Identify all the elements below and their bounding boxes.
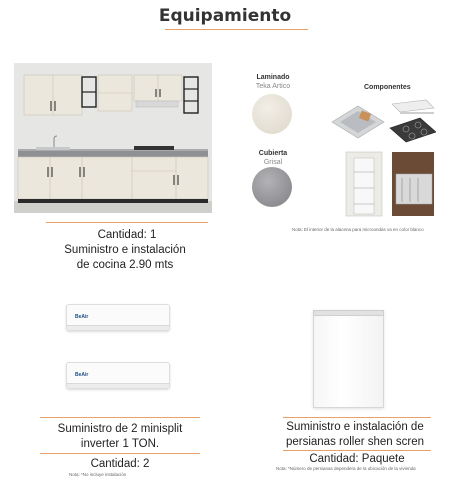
minisplit-brand-2: BeAir: [75, 372, 89, 378]
minisplit-vent-1: [67, 325, 169, 330]
roller-blind-tube: [313, 310, 384, 316]
blinds-description: [262, 420, 448, 450]
cubierta-swatch: [252, 167, 292, 207]
minisplit-description: [22, 422, 218, 452]
components-images: [330, 92, 436, 218]
laminado-name: Teka Artico: [255, 83, 291, 90]
laminado-swatch: [252, 94, 292, 134]
cubierta-name: Grisal: [263, 159, 283, 166]
drawer-organizer-icon: [392, 152, 434, 216]
page-title: Equipamiento: [158, 6, 292, 26]
minisplit-vent-2: [67, 383, 169, 388]
kitchen-image: [14, 63, 212, 213]
minisplit-divider-bottom: [40, 453, 200, 454]
kitchen-description-line2: de cocina 2.90 mts: [76, 259, 174, 271]
kitchen-quantity: Cantidad: 1: [97, 229, 157, 241]
range-hood-icon: [392, 100, 434, 114]
kitchen-divider: [46, 222, 208, 223]
blinds-description-line1: Suministro e instalación de: [286, 421, 424, 433]
minisplit-unit-1: [66, 304, 170, 331]
title-underline: [165, 29, 308, 30]
laminado-label: [240, 73, 306, 91]
blinds-divider-bottom: [283, 450, 431, 451]
laminado-title: Laminado: [256, 74, 290, 81]
sink-icon: [332, 106, 384, 138]
minisplit-unit-2: [66, 362, 170, 389]
cubierta-title: Cubierta: [258, 150, 288, 157]
cooktop-icon: [390, 118, 436, 142]
components-title: Componentes: [364, 84, 411, 91]
blinds-description-line2: persianas roller shen scren: [285, 436, 425, 448]
minisplit-quantity: Cantidad: 2: [90, 458, 150, 470]
blinds-divider-top: [283, 417, 431, 418]
cubierta-label: [240, 149, 306, 167]
minisplit-description-line1: Suministro de 2 minisplit: [57, 423, 183, 435]
blinds-quantity: Cantidad: Paquete: [309, 453, 405, 465]
kitchen-description-line1: Suministro e instalación: [64, 244, 186, 256]
components-note: Nota: El interior de la alacena para microondas va en color blanco: [292, 227, 424, 232]
blinds-note: Nota: *Número de persianas dependera de la ubicación de la vivienda: [276, 466, 416, 471]
kitchen-description: [30, 243, 220, 273]
roller-blind-image: [313, 310, 384, 408]
minisplit-note: Nota: *No incluye instalación: [69, 472, 127, 477]
minisplit-brand-1: BeAir: [75, 314, 89, 320]
pantry-pullout-icon: [346, 152, 382, 216]
minisplit-divider-top: [40, 417, 200, 418]
minisplit-description-line2: inverter 1 TON.: [80, 438, 160, 450]
